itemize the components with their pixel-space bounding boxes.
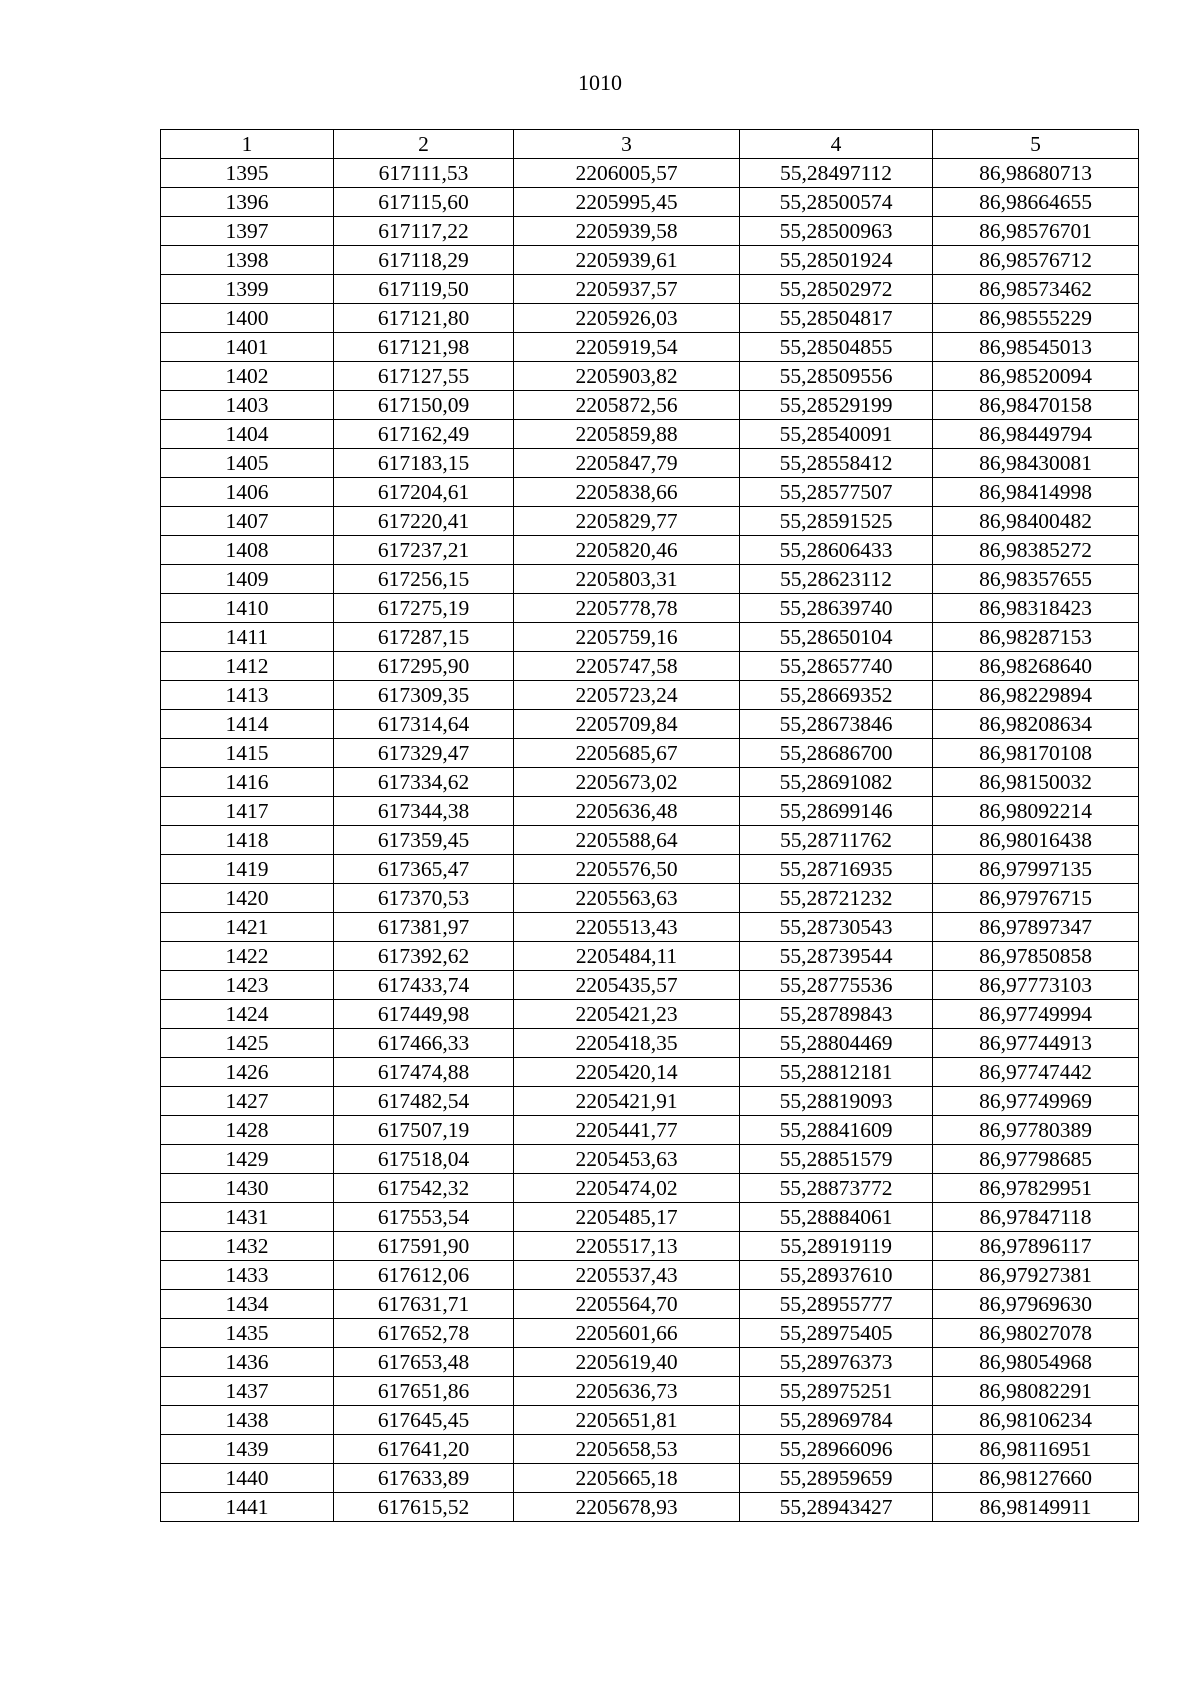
table-row — [161, 1174, 1139, 1203]
point-number-cell: 1418 — [161, 826, 334, 855]
point-number-cell: 1397 — [161, 217, 334, 246]
table-row — [161, 507, 1139, 536]
longitude-cell: 86,98385272 — [933, 536, 1139, 565]
y-coordinate-cell: 2205939,58 — [514, 217, 740, 246]
point-number-cell: 1400 — [161, 304, 334, 333]
x-coordinate-cell: 617633,89 — [334, 1464, 514, 1493]
y-coordinate-cell: 2205665,18 — [514, 1464, 740, 1493]
y-coordinate-cell: 2205636,73 — [514, 1377, 740, 1406]
point-number-cell: 1417 — [161, 797, 334, 826]
longitude-cell: 86,98449794 — [933, 420, 1139, 449]
point-number-cell: 1403 — [161, 391, 334, 420]
longitude-cell: 86,98555229 — [933, 304, 1139, 333]
y-coordinate-cell: 2205420,14 — [514, 1058, 740, 1087]
point-number-cell: 1401 — [161, 333, 334, 362]
y-coordinate-cell: 2205678,93 — [514, 1493, 740, 1522]
table-row — [161, 855, 1139, 884]
table-row — [161, 449, 1139, 478]
y-coordinate-cell: 2205759,16 — [514, 623, 740, 652]
y-coordinate-cell: 2205919,54 — [514, 333, 740, 362]
point-number-cell: 1414 — [161, 710, 334, 739]
point-number-cell: 1437 — [161, 1377, 334, 1406]
y-coordinate-cell: 2205601,66 — [514, 1319, 740, 1348]
y-coordinate-cell: 2205513,43 — [514, 913, 740, 942]
table-header-row — [161, 130, 1139, 159]
latitude-cell: 55,28577507 — [740, 478, 933, 507]
longitude-cell: 86,97969630 — [933, 1290, 1139, 1319]
x-coordinate-cell: 617115,60 — [334, 188, 514, 217]
y-coordinate-cell: 2205859,88 — [514, 420, 740, 449]
x-coordinate-cell: 617433,74 — [334, 971, 514, 1000]
table-row — [161, 420, 1139, 449]
latitude-cell: 55,28873772 — [740, 1174, 933, 1203]
y-coordinate-cell: 2205588,64 — [514, 826, 740, 855]
latitude-cell: 55,28509556 — [740, 362, 933, 391]
latitude-cell: 55,28775536 — [740, 971, 933, 1000]
point-number-cell: 1404 — [161, 420, 334, 449]
x-coordinate-cell: 617237,21 — [334, 536, 514, 565]
latitude-cell: 55,28955777 — [740, 1290, 933, 1319]
longitude-cell: 86,98150032 — [933, 768, 1139, 797]
point-number-cell: 1429 — [161, 1145, 334, 1174]
latitude-cell: 55,28500574 — [740, 188, 933, 217]
latitude-cell: 55,28711762 — [740, 826, 933, 855]
x-coordinate-cell: 617631,71 — [334, 1290, 514, 1319]
longitude-cell: 86,97780389 — [933, 1116, 1139, 1145]
longitude-cell: 86,98664655 — [933, 188, 1139, 217]
point-number-cell: 1427 — [161, 1087, 334, 1116]
x-coordinate-cell: 617295,90 — [334, 652, 514, 681]
page-number: 1010 — [578, 70, 622, 95]
latitude-cell: 55,28812181 — [740, 1058, 933, 1087]
longitude-cell: 86,98414998 — [933, 478, 1139, 507]
table-row — [161, 681, 1139, 710]
point-number-cell: 1411 — [161, 623, 334, 652]
longitude-cell: 86,98576712 — [933, 246, 1139, 275]
point-number-cell: 1433 — [161, 1261, 334, 1290]
table-row — [161, 623, 1139, 652]
y-coordinate-cell: 2205747,58 — [514, 652, 740, 681]
x-coordinate-cell: 617615,52 — [334, 1493, 514, 1522]
point-number-cell: 1441 — [161, 1493, 334, 1522]
longitude-cell: 86,97927381 — [933, 1261, 1139, 1290]
table-row — [161, 1377, 1139, 1406]
table-row — [161, 217, 1139, 246]
latitude-cell: 55,28502972 — [740, 275, 933, 304]
table-row — [161, 478, 1139, 507]
longitude-cell: 86,98092214 — [933, 797, 1139, 826]
latitude-cell: 55,28943427 — [740, 1493, 933, 1522]
y-coordinate-cell: 2205651,81 — [514, 1406, 740, 1435]
point-number-cell: 1408 — [161, 536, 334, 565]
latitude-cell: 55,28789843 — [740, 1000, 933, 1029]
x-coordinate-cell: 617591,90 — [334, 1232, 514, 1261]
table-row — [161, 391, 1139, 420]
latitude-cell: 55,28884061 — [740, 1203, 933, 1232]
point-number-cell: 1440 — [161, 1464, 334, 1493]
x-coordinate-cell: 617365,47 — [334, 855, 514, 884]
latitude-cell: 55,28504855 — [740, 333, 933, 362]
latitude-cell: 55,28739544 — [740, 942, 933, 971]
latitude-cell: 55,28500963 — [740, 217, 933, 246]
table-row — [161, 768, 1139, 797]
y-coordinate-cell: 2205485,17 — [514, 1203, 740, 1232]
table-row — [161, 362, 1139, 391]
longitude-cell: 86,97829951 — [933, 1174, 1139, 1203]
latitude-cell: 55,28606433 — [740, 536, 933, 565]
y-coordinate-cell: 2205517,13 — [514, 1232, 740, 1261]
table-row — [161, 884, 1139, 913]
point-number-cell: 1434 — [161, 1290, 334, 1319]
x-coordinate-cell: 617119,50 — [334, 275, 514, 304]
column-header: 5 — [933, 130, 1139, 159]
y-coordinate-cell: 2205636,48 — [514, 797, 740, 826]
table-row — [161, 710, 1139, 739]
table-row — [161, 536, 1139, 565]
point-number-cell: 1430 — [161, 1174, 334, 1203]
point-number-cell: 1426 — [161, 1058, 334, 1087]
x-coordinate-cell: 617287,15 — [334, 623, 514, 652]
x-coordinate-cell: 617359,45 — [334, 826, 514, 855]
latitude-cell: 55,28686700 — [740, 739, 933, 768]
longitude-cell: 86,98208634 — [933, 710, 1139, 739]
latitude-cell: 55,28919119 — [740, 1232, 933, 1261]
latitude-cell: 55,28540091 — [740, 420, 933, 449]
longitude-cell: 86,98545013 — [933, 333, 1139, 362]
longitude-cell: 86,97976715 — [933, 884, 1139, 913]
latitude-cell: 55,28969784 — [740, 1406, 933, 1435]
latitude-cell: 55,28623112 — [740, 565, 933, 594]
latitude-cell: 55,28691082 — [740, 768, 933, 797]
longitude-cell: 86,97897347 — [933, 913, 1139, 942]
point-number-cell: 1398 — [161, 246, 334, 275]
longitude-cell: 86,97997135 — [933, 855, 1139, 884]
x-coordinate-cell: 617121,98 — [334, 333, 514, 362]
longitude-cell: 86,97747442 — [933, 1058, 1139, 1087]
latitude-cell: 55,28966096 — [740, 1435, 933, 1464]
latitude-cell: 55,28851579 — [740, 1145, 933, 1174]
point-number-cell: 1421 — [161, 913, 334, 942]
point-number-cell: 1399 — [161, 275, 334, 304]
longitude-cell: 86,97850858 — [933, 942, 1139, 971]
longitude-cell: 86,98680713 — [933, 159, 1139, 188]
x-coordinate-cell: 617449,98 — [334, 1000, 514, 1029]
table-row — [161, 1319, 1139, 1348]
table-row — [161, 652, 1139, 681]
y-coordinate-cell: 2205453,63 — [514, 1145, 740, 1174]
x-coordinate-cell: 617220,41 — [334, 507, 514, 536]
x-coordinate-cell: 617370,53 — [334, 884, 514, 913]
table-row — [161, 1029, 1139, 1058]
x-coordinate-cell: 617612,06 — [334, 1261, 514, 1290]
longitude-cell: 86,98430081 — [933, 449, 1139, 478]
table-row — [161, 971, 1139, 1000]
x-coordinate-cell: 617518,04 — [334, 1145, 514, 1174]
y-coordinate-cell: 2205441,77 — [514, 1116, 740, 1145]
table-row — [161, 246, 1139, 275]
table-row — [161, 304, 1139, 333]
y-coordinate-cell: 2205563,63 — [514, 884, 740, 913]
latitude-cell: 55,28504817 — [740, 304, 933, 333]
longitude-cell: 86,98116951 — [933, 1435, 1139, 1464]
point-number-cell: 1431 — [161, 1203, 334, 1232]
longitude-cell: 86,98106234 — [933, 1406, 1139, 1435]
x-coordinate-cell: 617542,32 — [334, 1174, 514, 1203]
table-row — [161, 1406, 1139, 1435]
y-coordinate-cell: 2205421,23 — [514, 1000, 740, 1029]
point-number-cell: 1419 — [161, 855, 334, 884]
longitude-cell: 86,97744913 — [933, 1029, 1139, 1058]
point-number-cell: 1412 — [161, 652, 334, 681]
longitude-cell: 86,98470158 — [933, 391, 1139, 420]
x-coordinate-cell: 617111,53 — [334, 159, 514, 188]
coordinates-table — [160, 129, 1139, 1522]
y-coordinate-cell: 2205995,45 — [514, 188, 740, 217]
y-coordinate-cell: 2205685,67 — [514, 739, 740, 768]
point-number-cell: 1423 — [161, 971, 334, 1000]
table-row — [161, 594, 1139, 623]
point-number-cell: 1432 — [161, 1232, 334, 1261]
table-row — [161, 913, 1139, 942]
point-number-cell: 1428 — [161, 1116, 334, 1145]
x-coordinate-cell: 617204,61 — [334, 478, 514, 507]
point-number-cell: 1395 — [161, 159, 334, 188]
longitude-cell: 86,98576701 — [933, 217, 1139, 246]
longitude-cell: 86,98082291 — [933, 1377, 1139, 1406]
latitude-cell: 55,28819093 — [740, 1087, 933, 1116]
latitude-cell: 55,28529199 — [740, 391, 933, 420]
latitude-cell: 55,28716935 — [740, 855, 933, 884]
table-row — [161, 1145, 1139, 1174]
longitude-cell: 86,97749969 — [933, 1087, 1139, 1116]
table-row — [161, 1261, 1139, 1290]
table-row — [161, 1116, 1139, 1145]
point-number-cell: 1424 — [161, 1000, 334, 1029]
point-number-cell: 1413 — [161, 681, 334, 710]
point-number-cell: 1438 — [161, 1406, 334, 1435]
y-coordinate-cell: 2205576,50 — [514, 855, 740, 884]
y-coordinate-cell: 2205709,84 — [514, 710, 740, 739]
longitude-cell: 86,98520094 — [933, 362, 1139, 391]
latitude-cell: 55,28959659 — [740, 1464, 933, 1493]
x-coordinate-cell: 617118,29 — [334, 246, 514, 275]
table-row — [161, 1493, 1139, 1522]
table-row — [161, 797, 1139, 826]
longitude-cell: 86,98573462 — [933, 275, 1139, 304]
table-row — [161, 1203, 1139, 1232]
latitude-cell: 55,28501924 — [740, 246, 933, 275]
y-coordinate-cell: 2205619,40 — [514, 1348, 740, 1377]
table-row — [161, 1348, 1139, 1377]
point-number-cell: 1406 — [161, 478, 334, 507]
latitude-cell: 55,28841609 — [740, 1116, 933, 1145]
longitude-cell: 86,98027078 — [933, 1319, 1139, 1348]
table-row — [161, 565, 1139, 594]
longitude-cell: 86,98054968 — [933, 1348, 1139, 1377]
latitude-cell: 55,28804469 — [740, 1029, 933, 1058]
latitude-cell: 55,28976373 — [740, 1348, 933, 1377]
table-row — [161, 1000, 1139, 1029]
latitude-cell: 55,28673846 — [740, 710, 933, 739]
point-number-cell: 1422 — [161, 942, 334, 971]
y-coordinate-cell: 2205435,57 — [514, 971, 740, 1000]
point-number-cell: 1420 — [161, 884, 334, 913]
x-coordinate-cell: 617150,09 — [334, 391, 514, 420]
table-row — [161, 188, 1139, 217]
point-number-cell: 1405 — [161, 449, 334, 478]
point-number-cell: 1415 — [161, 739, 334, 768]
y-coordinate-cell: 2205658,53 — [514, 1435, 740, 1464]
x-coordinate-cell: 617344,38 — [334, 797, 514, 826]
table-row — [161, 1232, 1139, 1261]
table-row — [161, 942, 1139, 971]
x-coordinate-cell: 617482,54 — [334, 1087, 514, 1116]
point-number-cell: 1425 — [161, 1029, 334, 1058]
y-coordinate-cell: 2205484,11 — [514, 942, 740, 971]
x-coordinate-cell: 617474,88 — [334, 1058, 514, 1087]
longitude-cell: 86,98170108 — [933, 739, 1139, 768]
longitude-cell: 86,97798685 — [933, 1145, 1139, 1174]
point-number-cell: 1435 — [161, 1319, 334, 1348]
longitude-cell: 86,98016438 — [933, 826, 1139, 855]
y-coordinate-cell: 2205778,78 — [514, 594, 740, 623]
table-body — [161, 159, 1139, 1522]
x-coordinate-cell: 617651,86 — [334, 1377, 514, 1406]
longitude-cell: 86,98149911 — [933, 1493, 1139, 1522]
longitude-cell: 86,98318423 — [933, 594, 1139, 623]
table-row — [161, 1087, 1139, 1116]
column-header: 3 — [514, 130, 740, 159]
longitude-cell: 86,97847118 — [933, 1203, 1139, 1232]
x-coordinate-cell: 617466,33 — [334, 1029, 514, 1058]
y-coordinate-cell: 2205421,91 — [514, 1087, 740, 1116]
y-coordinate-cell: 2205673,02 — [514, 768, 740, 797]
x-coordinate-cell: 617275,19 — [334, 594, 514, 623]
table-row — [161, 1435, 1139, 1464]
table-row — [161, 739, 1139, 768]
x-coordinate-cell: 617183,15 — [334, 449, 514, 478]
y-coordinate-cell: 2205829,77 — [514, 507, 740, 536]
x-coordinate-cell: 617162,49 — [334, 420, 514, 449]
point-number-cell: 1396 — [161, 188, 334, 217]
x-coordinate-cell: 617653,48 — [334, 1348, 514, 1377]
x-coordinate-cell: 617121,80 — [334, 304, 514, 333]
x-coordinate-cell: 617652,78 — [334, 1319, 514, 1348]
x-coordinate-cell: 617117,22 — [334, 217, 514, 246]
latitude-cell: 55,28591525 — [740, 507, 933, 536]
latitude-cell: 55,28497112 — [740, 159, 933, 188]
y-coordinate-cell: 2206005,57 — [514, 159, 740, 188]
table-row — [161, 1058, 1139, 1087]
point-number-cell: 1402 — [161, 362, 334, 391]
y-coordinate-cell: 2205937,57 — [514, 275, 740, 304]
y-coordinate-cell: 2205803,31 — [514, 565, 740, 594]
longitude-cell: 86,97896117 — [933, 1232, 1139, 1261]
x-coordinate-cell: 617645,45 — [334, 1406, 514, 1435]
x-coordinate-cell: 617507,19 — [334, 1116, 514, 1145]
table-row — [161, 333, 1139, 362]
x-coordinate-cell: 617381,97 — [334, 913, 514, 942]
latitude-cell: 55,28650104 — [740, 623, 933, 652]
x-coordinate-cell: 617256,15 — [334, 565, 514, 594]
y-coordinate-cell: 2205564,70 — [514, 1290, 740, 1319]
table-row — [161, 826, 1139, 855]
y-coordinate-cell: 2205474,02 — [514, 1174, 740, 1203]
point-number-cell: 1436 — [161, 1348, 334, 1377]
point-number-cell: 1409 — [161, 565, 334, 594]
x-coordinate-cell: 617641,20 — [334, 1435, 514, 1464]
latitude-cell: 55,28558412 — [740, 449, 933, 478]
y-coordinate-cell: 2205872,56 — [514, 391, 740, 420]
y-coordinate-cell: 2205926,03 — [514, 304, 740, 333]
table-row — [161, 275, 1139, 304]
y-coordinate-cell: 2205820,46 — [514, 536, 740, 565]
y-coordinate-cell: 2205418,35 — [514, 1029, 740, 1058]
y-coordinate-cell: 2205939,61 — [514, 246, 740, 275]
y-coordinate-cell: 2205838,66 — [514, 478, 740, 507]
latitude-cell: 55,28937610 — [740, 1261, 933, 1290]
table-row — [161, 1290, 1139, 1319]
x-coordinate-cell: 617127,55 — [334, 362, 514, 391]
latitude-cell: 55,28699146 — [740, 797, 933, 826]
x-coordinate-cell: 617553,54 — [334, 1203, 514, 1232]
longitude-cell: 86,98357655 — [933, 565, 1139, 594]
longitude-cell: 86,98229894 — [933, 681, 1139, 710]
table-row — [161, 159, 1139, 188]
y-coordinate-cell: 2205723,24 — [514, 681, 740, 710]
longitude-cell: 86,97749994 — [933, 1000, 1139, 1029]
latitude-cell: 55,28639740 — [740, 594, 933, 623]
latitude-cell: 55,28669352 — [740, 681, 933, 710]
longitude-cell: 86,98127660 — [933, 1464, 1139, 1493]
y-coordinate-cell: 2205847,79 — [514, 449, 740, 478]
latitude-cell: 55,28975251 — [740, 1377, 933, 1406]
latitude-cell: 55,28975405 — [740, 1319, 933, 1348]
point-number-cell: 1416 — [161, 768, 334, 797]
x-coordinate-cell: 617329,47 — [334, 739, 514, 768]
latitude-cell: 55,28721232 — [740, 884, 933, 913]
x-coordinate-cell: 617314,64 — [334, 710, 514, 739]
point-number-cell: 1439 — [161, 1435, 334, 1464]
longitude-cell: 86,98400482 — [933, 507, 1139, 536]
y-coordinate-cell: 2205903,82 — [514, 362, 740, 391]
y-coordinate-cell: 2205537,43 — [514, 1261, 740, 1290]
column-header: 2 — [334, 130, 514, 159]
longitude-cell: 86,98268640 — [933, 652, 1139, 681]
longitude-cell: 86,97773103 — [933, 971, 1139, 1000]
x-coordinate-cell: 617334,62 — [334, 768, 514, 797]
table-row — [161, 1464, 1139, 1493]
latitude-cell: 55,28657740 — [740, 652, 933, 681]
point-number-cell: 1410 — [161, 594, 334, 623]
latitude-cell: 55,28730543 — [740, 913, 933, 942]
column-header: 1 — [161, 130, 334, 159]
x-coordinate-cell: 617309,35 — [334, 681, 514, 710]
point-number-cell: 1407 — [161, 507, 334, 536]
column-header: 4 — [740, 130, 933, 159]
x-coordinate-cell: 617392,62 — [334, 942, 514, 971]
longitude-cell: 86,98287153 — [933, 623, 1139, 652]
